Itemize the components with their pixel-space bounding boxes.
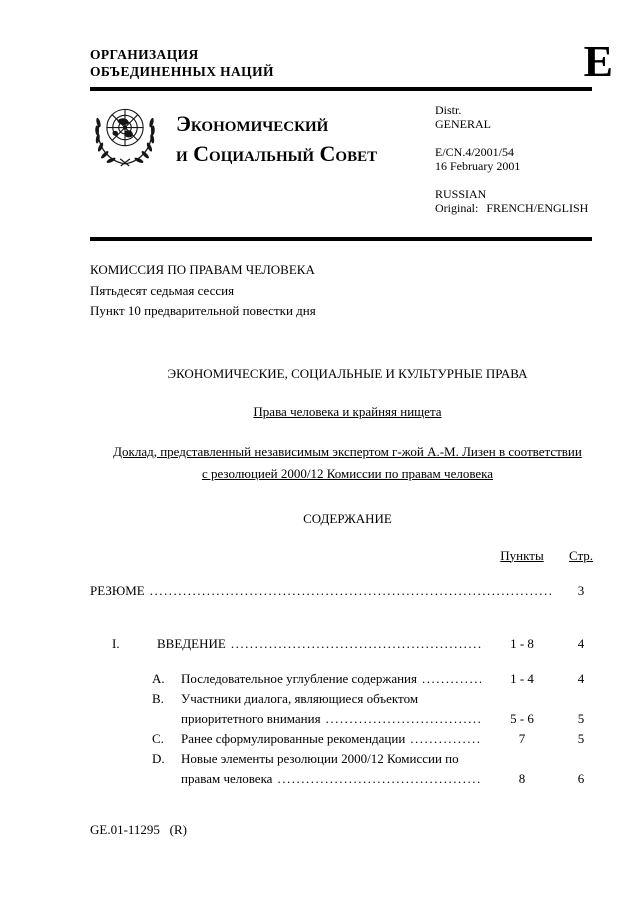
- toc-page-column-header: Стр.: [568, 547, 594, 563]
- toc-leader-dots: [326, 709, 481, 729]
- toc-entry-title-text: приоритетного внимания: [181, 710, 321, 726]
- title-block: [90, 366, 605, 485]
- toc-entry-label: I.: [112, 635, 120, 651]
- council-name: [176, 109, 377, 169]
- toc-leader-dots: [150, 581, 551, 601]
- toc-entry-title-text: Ранее сформулированные рекомендации: [181, 730, 406, 746]
- session-number: Пятьдесят седьмая сессия: [90, 282, 235, 298]
- distribution-label: Distr.: [435, 103, 462, 117]
- toc-entry-paragraphs: 7: [518, 730, 526, 746]
- toc-entry-title: [181, 729, 487, 749]
- council-name-line1: Экономический: [176, 111, 329, 136]
- toc-entry-page: 4: [577, 635, 585, 651]
- distribution-value: GENERAL: [435, 116, 491, 131]
- report-title: [90, 441, 605, 485]
- toc-entry-paragraphs: 1 - 8: [510, 635, 534, 651]
- document-category-title: ЭКОНОМИЧЕСКИЕ, СОЦИАЛЬНЫЕ И КУЛЬТУРНЫЕ ПРАВА: [167, 365, 528, 381]
- masthead: [90, 101, 605, 230]
- toc-entry-page: 4: [577, 670, 585, 686]
- document-reference-number: GE.01-11295 (R): [90, 822, 188, 837]
- toc-entry-page: 3: [577, 582, 585, 598]
- header-rule-top: [90, 87, 592, 91]
- toc-leader-dots: [277, 769, 481, 789]
- toc-row: [90, 669, 605, 689]
- toc-entry-title: [181, 749, 487, 769]
- document-symbol: E/CN.4/2001/54: [435, 145, 515, 159]
- document-date: 16 February 2001: [435, 158, 521, 173]
- toc-row-resume: [90, 581, 605, 601]
- toc-entry-label: C.: [152, 730, 164, 746]
- toc-entry-page: 6: [577, 770, 585, 786]
- toc-leader-dots: [410, 729, 481, 749]
- toc-entry-label: D.: [152, 750, 165, 766]
- table-of-contents: [90, 511, 605, 789]
- toc-entry-paragraphs: 1 - 4: [510, 670, 534, 686]
- toc-row: [90, 709, 605, 729]
- organization-name: [90, 46, 605, 80]
- toc-entry-title: [181, 689, 487, 709]
- toc-entry-label: РЕЗЮМЕ: [90, 582, 145, 598]
- toc-paragraphs-column-header: Пункты: [500, 547, 544, 563]
- document-language: RUSSIAN: [435, 187, 487, 201]
- original-label: Original:: [435, 200, 479, 215]
- toc-entry-title: [181, 669, 487, 689]
- toc-entry-title-text: ВВЕДЕНИЕ: [157, 635, 226, 651]
- toc-entry-title-text: Участники диалога, являющиеся объектом: [181, 690, 419, 706]
- toc-entry-page: 5: [577, 710, 585, 726]
- symbol-block: [435, 146, 605, 173]
- distribution-block: [435, 104, 605, 131]
- toc-leader-dots: [422, 669, 481, 689]
- document-subtitle: Права человека и крайняя нищета: [253, 403, 442, 419]
- toc-entry-page: 5: [577, 730, 585, 746]
- document-meta: [435, 101, 605, 230]
- toc-leader-dots: [231, 634, 481, 654]
- toc-entry-paragraphs: 5 - 6: [510, 710, 534, 726]
- toc-entry-label: A.: [152, 670, 165, 686]
- original-value: FRENCH/ENGLISH: [486, 200, 589, 215]
- page-content: [90, 0, 613, 789]
- document-series-letter: E: [583, 37, 613, 86]
- toc-row: [90, 634, 605, 654]
- organization-name-line2: ОБЪЕДИНЕННЫХ НАЦИЙ: [90, 64, 274, 79]
- un-emblem-icon: [90, 101, 160, 168]
- toc-entry-paragraphs: 8: [518, 770, 526, 786]
- toc-entry-title: [157, 634, 487, 654]
- toc-row: [90, 749, 605, 769]
- language-block: [435, 188, 605, 215]
- header-rule-bottom: [90, 237, 592, 241]
- commission-name: КОМИССИЯ ПО ПРАВАМ ЧЕЛОВЕКА: [90, 262, 315, 277]
- document-header: [90, 0, 613, 86]
- toc-entry-title: [181, 769, 487, 789]
- session-block: [90, 260, 605, 322]
- agenda-item: Пункт 10 предварительной повестки дня: [90, 303, 316, 318]
- organization-name-line1: ОРГАНИЗАЦИЯ: [90, 47, 199, 62]
- council-name-line2: и Социальный Совет: [176, 141, 378, 166]
- toc-row: [90, 769, 605, 789]
- toc-entry-label: B.: [152, 690, 164, 706]
- toc-entry-title: [181, 709, 487, 729]
- toc-row: [90, 689, 605, 709]
- report-title-line1: Доклад, представленный независимым экспертом г-жой А.-М. Лизен в соответствии: [113, 443, 582, 459]
- report-title-line2: с резолюцией 2000/12 Комиссии по правам человека: [201, 465, 494, 481]
- toc-row: [90, 729, 605, 749]
- toc-entry-title-text: Последовательное углубление содержания: [181, 670, 417, 686]
- toc-heading: СОДЕРЖАНИЕ: [303, 510, 392, 526]
- original-language-line: [435, 202, 605, 216]
- toc-column-headers: [90, 548, 605, 564]
- toc-rows: [90, 634, 605, 789]
- toc-entry-title-text: правам человека: [181, 770, 273, 786]
- toc-entry-title-text: Новые элементы резолюции 2000/12 Комиссии по: [181, 750, 459, 766]
- toc-header-spacer: [90, 548, 487, 564]
